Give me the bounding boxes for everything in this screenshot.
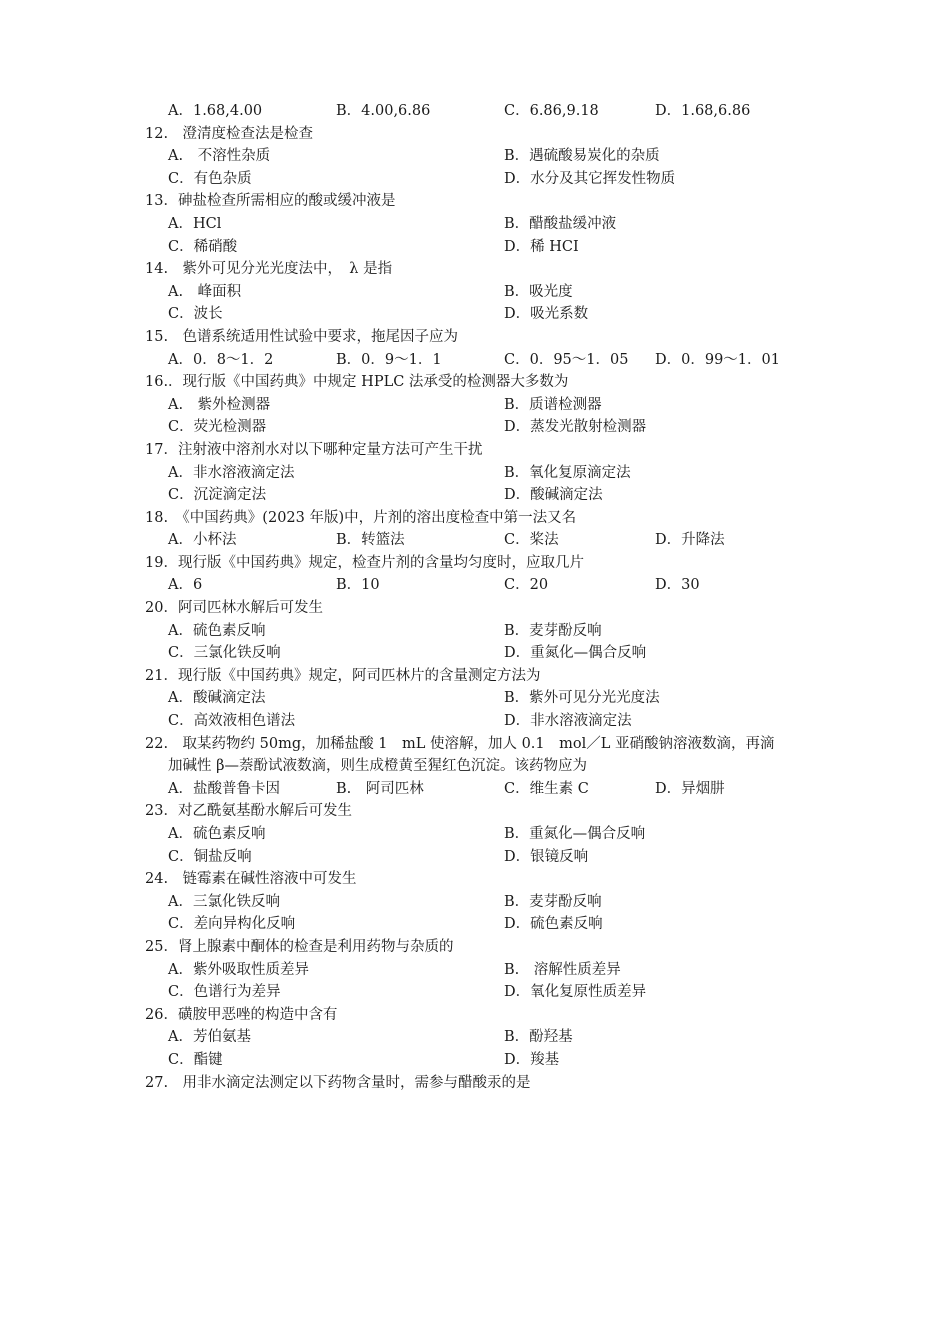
question-stem: 13．砷盐检查所需相应的酸或缓冲液是 bbox=[145, 193, 396, 210]
answer-option: B．10 bbox=[336, 577, 380, 594]
options-row bbox=[0, 394, 950, 417]
answer-option: C．荧光检测器 bbox=[168, 419, 267, 436]
answer-option: B．4.00,6.86 bbox=[336, 103, 431, 119]
question-stem: 23．对乙酰氨基酚水解后可发生 bbox=[145, 803, 352, 820]
answer-option: D．30 bbox=[655, 577, 700, 594]
answer-option: D．氧化复原性质差异 bbox=[504, 984, 647, 1001]
options-row bbox=[0, 484, 950, 507]
answer-option: A. 不溶性杂质 bbox=[168, 148, 271, 165]
options-row bbox=[0, 823, 950, 846]
answer-option: A．盐酸普鲁卡因 bbox=[168, 780, 280, 797]
answer-option: D．吸光系数 bbox=[504, 306, 589, 323]
options-row bbox=[0, 303, 950, 326]
answer-option: A．三氯化铁反响 bbox=[168, 893, 280, 910]
options-row bbox=[0, 236, 950, 259]
answer-option: A．非水溶液滴定法 bbox=[168, 464, 295, 481]
question-stem: 27. 用非水滴定法测定以下药物含量时，需参与醋酸汞的是 bbox=[145, 1074, 531, 1091]
options-row bbox=[0, 100, 950, 123]
answer-option: A．芳伯氨基 bbox=[168, 1029, 251, 1046]
answer-option: D．蒸发光散射检测器 bbox=[504, 419, 647, 436]
answer-option: B．吸光度 bbox=[504, 283, 573, 300]
question-stem: 14. 紫外可见分光光度法中， λ 是指 bbox=[145, 261, 393, 278]
answer-option: D．稀 HCI bbox=[504, 238, 579, 255]
answer-option: D．羧基 bbox=[504, 1051, 560, 1068]
answer-option: C．稀硝酸 bbox=[168, 238, 238, 255]
answer-option: D．升降法 bbox=[655, 532, 725, 549]
answer-option: D．异烟肼 bbox=[655, 780, 725, 797]
answer-option: A．酸碱滴定法 bbox=[168, 690, 266, 707]
answer-option: B．转篮法 bbox=[336, 532, 405, 549]
answer-option: C．有色杂质 bbox=[168, 170, 252, 187]
question-stem: 21．现行版《中国药典》规定，阿司匹林片的含量测定方法为 bbox=[145, 667, 541, 684]
question-stem: 26．磺胺甲恶唑的构造中含有 bbox=[145, 1006, 338, 1023]
answer-option: C．差向异构化反响 bbox=[168, 916, 296, 933]
answer-option: A．HCl bbox=[168, 215, 222, 232]
question-stem: 15. 色谱系统适用性试验中要求，拖尾因子应为 bbox=[145, 328, 459, 345]
question-stem: 22. 取某药物约 50mg，加稀盐酸 1 mL 使溶解，加人 0.1 mol／L 亚硝酸钠溶液数滴，再滴 bbox=[145, 735, 775, 752]
answer-option: B．0．9～1．1 bbox=[336, 351, 442, 368]
answer-option: B．醋酸盐缓冲液 bbox=[504, 215, 617, 232]
question-stem: 18. 《中国药典》(2023 年版)中，片剂的溶出度检查中第一法又名 bbox=[145, 509, 577, 526]
options-row bbox=[0, 620, 950, 643]
answer-option: C．波长 bbox=[168, 306, 223, 323]
options-row bbox=[0, 959, 950, 982]
options-row bbox=[0, 349, 950, 372]
question-stem: 12. 澄清度检查法是检查 bbox=[145, 125, 314, 142]
options-row bbox=[0, 145, 950, 168]
answer-option: C．桨法 bbox=[504, 532, 559, 549]
answer-option: D．硫色素反响 bbox=[504, 916, 603, 933]
answer-option: A．小杯法 bbox=[168, 532, 237, 549]
answer-option: B．麦芽酚反响 bbox=[504, 893, 602, 910]
answer-option: B．遇硫酸易炭化的杂质 bbox=[504, 148, 660, 165]
options-row bbox=[0, 281, 950, 304]
question-stem: 20．阿司匹林水解后可发生 bbox=[145, 600, 323, 617]
answer-option: C．高效液相色谱法 bbox=[168, 713, 296, 730]
answer-option: B．紫外可见分光光度法 bbox=[504, 690, 660, 707]
options-row bbox=[0, 891, 950, 914]
question-stem: 19．现行版《中国药典》规定，检查片剂的含量均匀度时，应取几片 bbox=[145, 554, 584, 571]
answer-option: B．质谱检测器 bbox=[504, 396, 602, 413]
question-stem: 17．注射液中溶剂水对以下哪种定量方法可产生干扰 bbox=[145, 441, 483, 458]
options-row bbox=[0, 913, 950, 936]
answer-option: C．铜盐反响 bbox=[168, 848, 252, 865]
answer-option: A．1.68,4.00 bbox=[168, 103, 263, 119]
answer-option: C．6.86,9.18 bbox=[504, 103, 599, 119]
answer-option: C．维生素 C bbox=[504, 780, 589, 797]
answer-option: A. 紫外检测器 bbox=[168, 396, 271, 413]
answer-option: C．色谱行为差异 bbox=[168, 984, 281, 1001]
answer-option: D．0．99～1．01 bbox=[655, 351, 780, 368]
answer-option: A．硫色素反响 bbox=[168, 826, 266, 842]
answer-option: B. 阿司匹林 bbox=[336, 780, 424, 797]
answer-option: B. 溶解性质差异 bbox=[504, 961, 621, 978]
options-row bbox=[0, 168, 950, 191]
answer-option: C．20 bbox=[504, 577, 549, 594]
options-row bbox=[0, 687, 950, 710]
question-list bbox=[0, 100, 950, 1094]
answer-option: D．1.68,6.86 bbox=[655, 103, 751, 119]
answer-option: A．紫外吸取性质差异 bbox=[168, 961, 309, 978]
answer-option: A．硫色素反响 bbox=[168, 622, 266, 639]
answer-option: C．0．95～1．05 bbox=[504, 351, 629, 368]
options-row bbox=[0, 574, 950, 597]
options-row bbox=[0, 1049, 950, 1072]
answer-option: B．麦芽酚反响 bbox=[504, 622, 602, 639]
question-stem-continuation: 加碱性 β—萘酚试液数滴，则生成橙黄至猩红色沉淀。该药物应为 bbox=[168, 758, 587, 775]
options-row bbox=[0, 416, 950, 439]
document-page bbox=[0, 100, 950, 1094]
options-row bbox=[0, 529, 950, 552]
options-row bbox=[0, 462, 950, 485]
options-row bbox=[0, 642, 950, 665]
answer-option: D．水分及其它挥发性物质 bbox=[504, 170, 676, 187]
question-stem: 24. 链霉素在碱性溶液中可发生 bbox=[145, 871, 357, 888]
answer-option: A. 峰面积 bbox=[168, 283, 242, 300]
answer-option: B．氧化复原滴定法 bbox=[504, 464, 631, 481]
answer-option: D．酸碱滴定法 bbox=[504, 487, 603, 504]
answer-option: C．酯键 bbox=[168, 1051, 223, 1068]
question-stem: 16.．现行版《中国药典》中规定 HPLC 法承受的检测器大多数为 bbox=[145, 374, 569, 391]
answer-option: D．非水溶液滴定法 bbox=[504, 713, 632, 730]
answer-option: D．重氮化—偶合反响 bbox=[504, 645, 647, 662]
answer-option: A．6 bbox=[168, 577, 203, 594]
options-row bbox=[0, 213, 950, 236]
question-stem: 25．肾上腺素中酮体的检查是利用药物与杂质的 bbox=[145, 938, 454, 955]
options-row bbox=[0, 778, 950, 801]
options-row bbox=[0, 710, 950, 733]
answer-option: C．三氯化铁反响 bbox=[168, 645, 281, 662]
answer-option: B．酚羟基 bbox=[504, 1029, 573, 1046]
answer-option: D．银镜反响 bbox=[504, 848, 589, 865]
answer-option: A．0．8～1．2 bbox=[168, 351, 274, 368]
options-row bbox=[0, 1026, 950, 1049]
answer-option: C．沉淀滴定法 bbox=[168, 487, 267, 504]
options-row bbox=[0, 846, 950, 869]
answer-option: B．重氮化—偶合反响 bbox=[504, 826, 646, 842]
options-row bbox=[0, 981, 950, 1004]
